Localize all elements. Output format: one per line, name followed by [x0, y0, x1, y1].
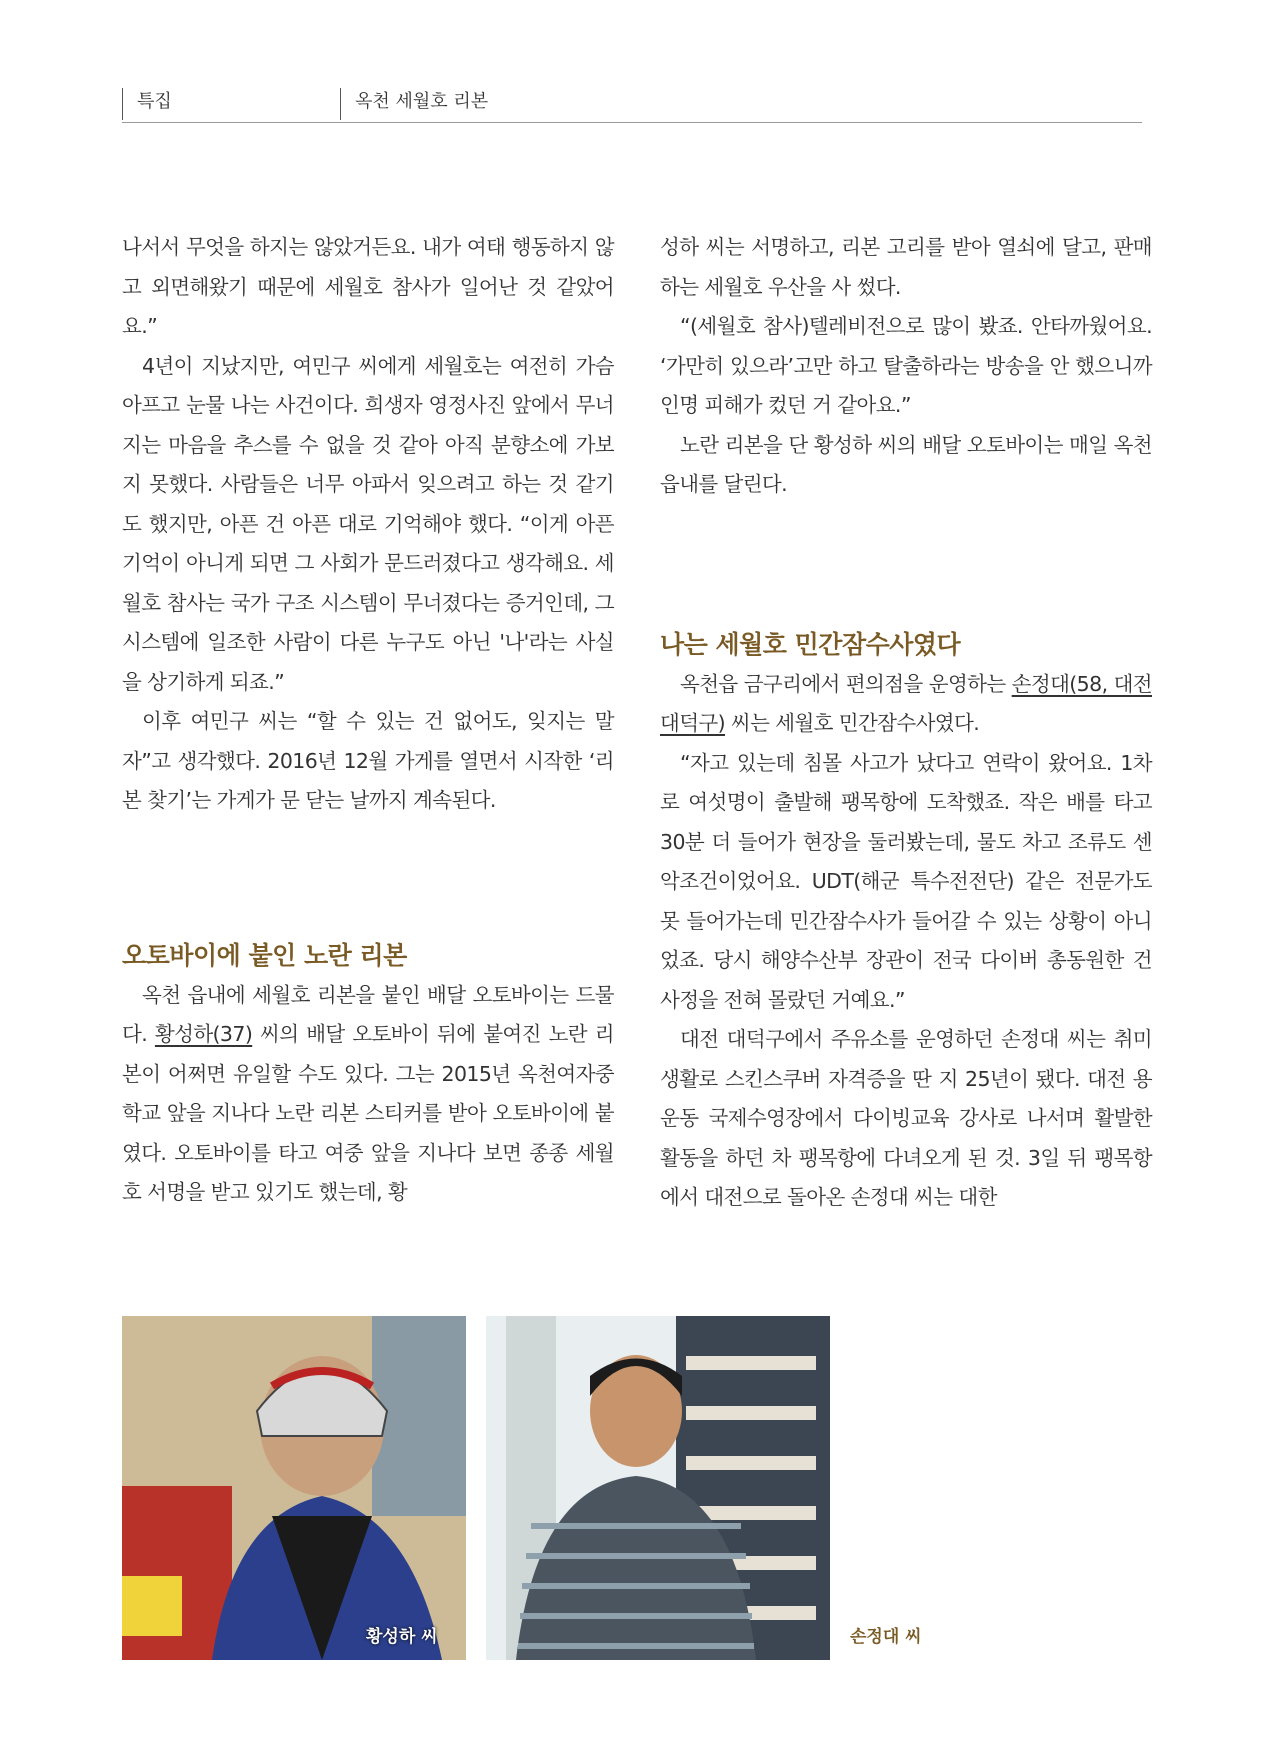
section-heading: 오토바이에 붙인 노란 리본	[122, 940, 407, 970]
page-header	[122, 88, 1142, 123]
photo-store-owner	[486, 1316, 830, 1660]
text-span: 옥천 읍내에 세월호 리본을 붙인 배달 오토바이는 드물다.	[122, 982, 614, 1046]
paragraph: 대전 대덕구에서 주유소를 운영하던 손정대 씨는 취미 생활로 스킨스쿠버 자격증을 딴 지 25년이 됐다. 대전 용운동 국제수영장에서 다이빙교육 강사로 나서며 활발한 활동을 하던 차 팽목항에 다녀오게 된 것. 3일 뒤 팽목항에서 대전으로 돌아온 손정대 씨는 대한	[660, 1027, 1152, 1209]
section-heading: 나는 세월호 민간잠수사였다	[660, 629, 961, 659]
text-span: 씨는 세월호 민간잠수사였다.	[725, 711, 980, 735]
paragraph: 이후 여민구 씨는 “할 수 있는 건 없어도, 잊지는 말자”고 생각했다. 2016년 12월 가게를 열면서 시작한 ‘리본 찾기’는 가게가 문 닫는 날까지 계속된다.	[122, 709, 614, 812]
paragraph: 노란 리본을 단 황성하 씨의 배달 오토바이는 매일 옥천 읍내를 달린다.	[660, 432, 1152, 496]
paragraph	[122, 976, 614, 1213]
underlined-name: 손정대(58, 대전 대덕구)	[660, 671, 1152, 735]
photo-motorcycle-rider	[122, 1316, 466, 1660]
paragraph: 성하 씨는 서명하고, 리본 고리를 받아 열쇠에 달고, 판매하는 세월호 우산을 사 썼다.	[660, 235, 1152, 299]
article-title: 옥천 세월호 리본	[340, 88, 488, 120]
photo-caption: 손정대 씨	[850, 1627, 922, 1647]
underlined-name: 황성하(37)	[154, 1022, 253, 1046]
paragraph: 4년이 지났지만, 여민구 씨에게 세월호는 여전히 가슴 아프고 눈물 나는 사건이다. 희생자 영정사진 앞에서 무너지는 마음을 추스를 수 없을 것 같아 아직 분향소에 가보지 못했다. 사람들은 너무 아파서 잊으려고 하는 것 같기도 했지만, 아픈 건 아픈 대로 기억해야 했다. “이게 아픈 기억이 아니게 되면 그 사회가 문드러졌다고 생각해요. 세월호 참사는 국가 구조 시스템이 무너졌다는 증거인데, 그 시스템에 일조한 사람이 다른 누구도 아닌 '나'라는 사실을 상기하게 되죠.”	[122, 353, 614, 694]
paragraph	[660, 665, 1152, 744]
section-label: 특집	[122, 88, 172, 120]
paragraph: “(세월호 참사)텔레비전으로 많이 봤죠. 안타까웠어요. ‘가만히 있으라’고만 하고 탈출하라는 방송을 안 했으니까 인명 피해가 컸던 거 같아요.”	[660, 314, 1152, 417]
paragraph: “자고 있는데 침몰 사고가 났다고 연락이 왔어요. 1차로 여섯명이 출발해 팽목항에 도착했죠. 작은 배를 타고 30분 더 들어가 현장을 둘러봤는데, 물도 차고 조류도 센 악조건이었어요. UDT(해군 특수전전단) 같은 전문가도 못 들어가는데 민간잠수사가 들어갈 수 있는 상황이 아니었죠. 당시 해양수산부 장관이 전국 다이버 총동원한 건 사정을 전혀 몰랐던 거예요.”	[660, 750, 1152, 1012]
photo-caption: 황성하 씨	[366, 1627, 438, 1647]
left-column	[122, 228, 614, 1213]
right-column	[660, 228, 1152, 1218]
paragraph: 나서서 무엇을 하지는 않았거든요. 내가 여태 행동하지 않고 외면해왔기 때문에 세월호 참사가 일어난 것 같았어요.”	[122, 235, 614, 338]
text-span: 옥천읍 금구리에서 편의점을 운영하는	[680, 671, 1012, 696]
text-span: 씨의 배달 오토바이 뒤에 붙여진 노란 리본이 어쩌면 유일할 수도 있다. 그는 2015년 옥천여자중학교 앞을 지나다 노란 리본 스티커를 받아 오토바이에 붙였다. 오토바이를 타고 여중 앞을 지나다 보면 종종 세월호 서명을 받고 있기도 했는데, 황	[122, 1022, 614, 1204]
